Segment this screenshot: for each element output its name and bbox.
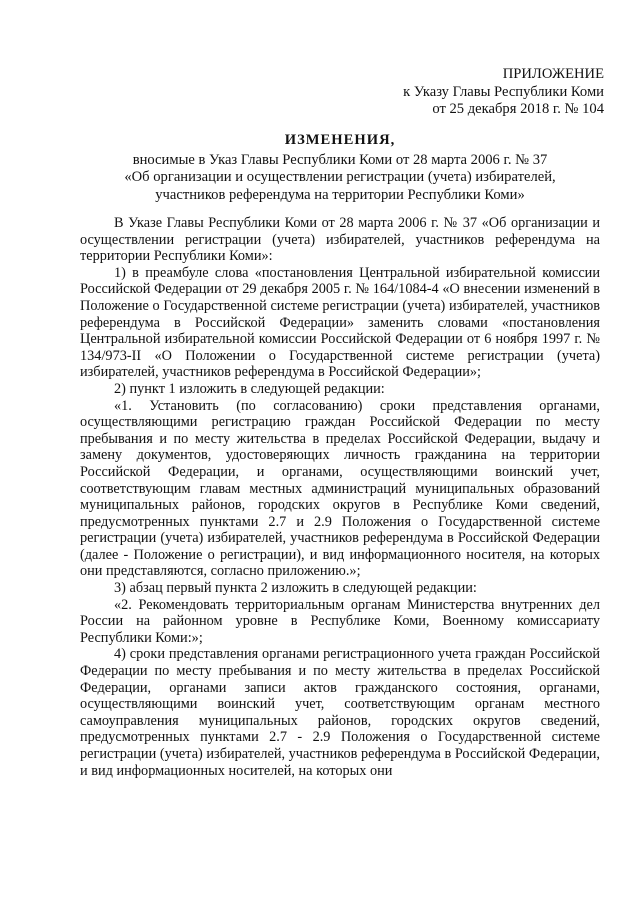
body-paragraph-item-3-text: «2. Рекомендовать территориальным органам Министерства внутренних дел России на районном уровне в Республике Коми, Военному комиссариату Республики Коми:»; bbox=[80, 596, 600, 646]
appendix-title: ПРИЛОЖЕНИЕ bbox=[502, 66, 604, 82]
body-paragraph-item-2: 2) пункт 1 изложить в следующей редакции: bbox=[114, 380, 385, 397]
body-paragraph-item-3: 3) абзац первый пункта 2 изложить в следующей редакции: bbox=[114, 580, 477, 597]
document-body bbox=[80, 215, 600, 779]
heading-subtitle-line-1: вносимые в Указ Главы Республики Коми от 28 марта 2006 г. № 37 bbox=[132, 151, 548, 168]
body-paragraph-item-1: 1) в преамбуле слова «постановления Центральной избирательной комиссии Российской Федерации от 29 декабря 2005 г. № 164/1084-4 «О внесении изменений в Положение о Государственной системе регистрации (учета) избирателей, участников референдума в Российской Федерации» заменить словами «постановления Центральной избирательной комиссии Российской Федерации от 6 ноября 1997 г. № 134/973-II «О Положении о Государственной системе регистрации (учета) избирателей, участников референдума в Российской Федерации»; bbox=[80, 264, 600, 381]
heading-title: ИЗМЕНЕНИЯ, bbox=[284, 132, 396, 148]
body-paragraph-item-4: 4) сроки представления органами регистрационного учета граждан Российской Федерации по месту пребывания и по месту жительства в пределах Российской Федерации, органами записи актов гражданского состояния, органами, осуществляющими воинский учет, соответствующим органам местного самоуправления муниципальных районов, городских округов сведений, предусмотренных пунктами 2.7 - 2.9 Положения о Государственной системе регистрации (учета) избирателей, участников референдума в Российской Федерации, и вид информационных носителей, на которых они bbox=[80, 646, 600, 779]
body-paragraph-item-2-text: «1. Установить (по согласованию) сроки представления органами, осуществляющими регистрацию граждан Российской Федерации по месту пребывания и по месту жительства в пределах Российской Федерации, выдачу и замену документов, удостоверяющих личность гражданина на территории Российской Федерации, и органами, осуществляющими воинский учет, соответствующим главам местных администраций муниципальных образований муниципальных районов, городских округов в Республике Коми сведений, предусмотренных пунктами 2.7 и 2.9 Положения о Государственной системе регистрации (учета) избирателей, участников референдума в Российской Федерации (далее - Положение о регистрации), и вид информационного носителя, на которых они представляются, согласно приложению.»; bbox=[80, 397, 600, 580]
body-paragraph-intro: В Указе Главы Республики Коми от 28 марта 2006 г. № 37 «Об организации и осуществлении регистрации (учета) избирателей, участников референдума на территории Республики Коми»: bbox=[80, 215, 600, 265]
appendix-block bbox=[403, 66, 604, 119]
document-heading bbox=[60, 132, 620, 204]
appendix-decree-date: от 25 декабря 2018 г. № 104 bbox=[432, 101, 604, 117]
appendix-decree-reference: к Указу Главы Республики Коми bbox=[403, 83, 604, 100]
heading-subtitle-line-2: «Об организации и осуществлении регистрации (учета) избирателей, bbox=[124, 169, 556, 185]
heading-subtitle-line-3: участников референдума на территории Республики Коми» bbox=[155, 186, 525, 203]
